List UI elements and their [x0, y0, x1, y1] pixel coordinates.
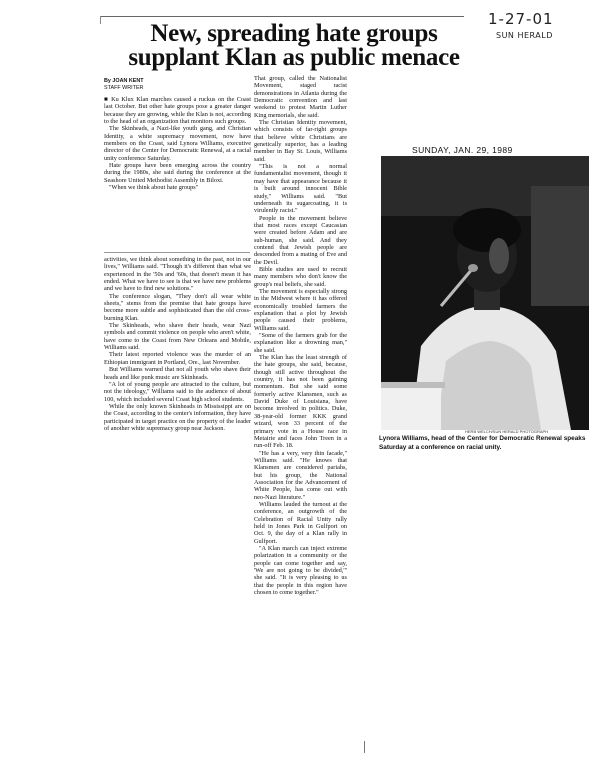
- paragraph: Bible studies are used to recruit many members who don't know the group's real beliefs, she said.: [254, 265, 347, 288]
- paragraph: The Klan has the least strength of the hate groups, she said, because, though still active throughout the country, it has not been gaining momentum. But she said some formerly active Klansmen, such as David Duke of Louisiana, have become involved in politics. Duke, 38-year-old former KKK grand wizard, won 33 percent of the primary vote in a House race in Metairie and faces John Treen in a run-off Feb. 18.: [254, 354, 347, 450]
- byline-author: By JOAN KENT: [104, 78, 144, 84]
- byline: [104, 78, 144, 92]
- paragraph: While the only known Skinheads in Mississippi are on the Coast, according to the center's information, they have participated in target practice on the property of the leader of another white supremacy group near Jackson.: [104, 402, 251, 432]
- clipping-left-edge: [100, 16, 101, 24]
- dateline: SUNDAY, JAN. 29, 1989: [412, 145, 513, 155]
- column-divider: [104, 252, 250, 253]
- article-column-3: [254, 75, 347, 596]
- paragraph: Their latest reported violence was the murder of an Ethiopian immigrant in Portland, Ore., last November.: [104, 351, 251, 366]
- paragraph: The Skinheads, a Nazi-like youth gang, and Christian Identity, a white supremacy movement, now have members on the Coast, said Lynora Williams, executive director of the Center for Democratic Renewal, at a racial unity conference Saturday.: [104, 125, 251, 162]
- paragraph: Hate groups have been emerging across the country during the 1980s, she said during the conference at the Seashore United Methodist Assembly in Biloxi.: [104, 162, 251, 184]
- paragraph: The movement is especially strong in the Midwest where it has offered economically troubled farmers the explanation that a plot by Jewish people caused their problems, Williams said.: [254, 287, 347, 332]
- paragraph: That group, called the Nationalist Movement, staged racist demonstrations in Atlanta during the Democratic convention and last weekend to protest Martin Luther King memorials, she said.: [254, 75, 347, 119]
- photo-caption: Lynora Williams, head of the Center for Democratic Renewal speaks Saturday at a conference on racial unity.: [379, 435, 586, 451]
- clipping-top-edge: [100, 16, 464, 17]
- speaker-photo-image: [381, 156, 589, 430]
- paragraph: ■ Ku Klux Klan marches caused a ruckus on the Coast last October. But other hate groups pose a greater danger because they are growing, while the Klan is not, according to the head of an organization that monitors such groups.: [104, 96, 251, 126]
- paragraph: "A Klan march can inject extreme polarization in a community or the people can come together and say, 'We are not going to be divided,'" she said. "It is very pleasing to us that the people in this region have chosen to come together.": [254, 545, 347, 597]
- paragraph: Williams lauded the turnout at the conference, an outgrowth of the Celebration of Racial Unity rally held in Jones Park in Gulfport on Oct. 9, the day of a Klan rally in Gulfport.: [254, 500, 347, 545]
- photo-credit: HERB WELCH/SUN HERALD PHOTOGRAPH: [465, 429, 549, 434]
- paragraph: "He has a very, very thin facade," Williams said. "He knows that Klansmen are considered pariahs, but his group, the National Association for the Advancement of White People, has come out with neo-Nazi literature.": [254, 449, 347, 501]
- paragraph: The Skinheads, who shave their heads, wear Nazi symbols and commit violence on people who aren't white, have come to the Coast from New Orleans and Mobile, Williams said.: [104, 322, 251, 352]
- article-column-2: [104, 256, 251, 432]
- handwritten-date: 1-27-01: [488, 10, 554, 28]
- paragraph: "Some of the farmers grab for the explanation like a drowning man," she said.: [254, 332, 347, 354]
- article-column-1: [104, 96, 251, 191]
- paragraph: activities, we think about something in the past, not in our lives," Williams said. "Though it's different than what we experienced in the '50s and '60s, that doesn't mean it has ended. What we have to see is that we have new problems and we have to find new solutions.": [104, 256, 251, 293]
- speaker-photo: [381, 156, 589, 430]
- handwritten-source: SUN HERALD: [496, 31, 553, 40]
- paragraph: "A lot of young people are attracted to the culture, but not the ideology," Williams said to the audience of about 100, which included several Coast high school students.: [104, 380, 251, 403]
- paragraph: The conference slogan, "They don't all wear white sheets," stems from the premise that hate groups have become more subtle and sophisticated than the old cross-burning Klan.: [104, 292, 251, 322]
- headline: New, spreading hate groups supplant Klan as public menace: [128, 20, 460, 71]
- paragraph: People in the movement believe that most races except Caucasian were created before Adam and are sub-human, she said. And they contend that Jewish people are descended from a mating of Eve and the Devil.: [254, 214, 347, 266]
- paragraph: But Williams warned that not all youth who shave their heads and like punk music are Skinheads.: [104, 366, 251, 381]
- paragraph: "When we think about hate groups": [109, 184, 199, 192]
- paragraph: "This is not a normal fundamentalist movement, though it may have that appearance because it is built around innocent Bible study," Williams said. "But underneath its sugarcoating, it is virulently racist.": [254, 163, 347, 215]
- fold-mark: [364, 741, 365, 753]
- paragraph: The Christian Identity movement, which consists of far-right groups that believe white Christians are genetically superior, has a leading member in Bay St. Louis, Williams said.: [254, 119, 347, 163]
- byline-role: STAFF WRITER: [104, 85, 144, 91]
